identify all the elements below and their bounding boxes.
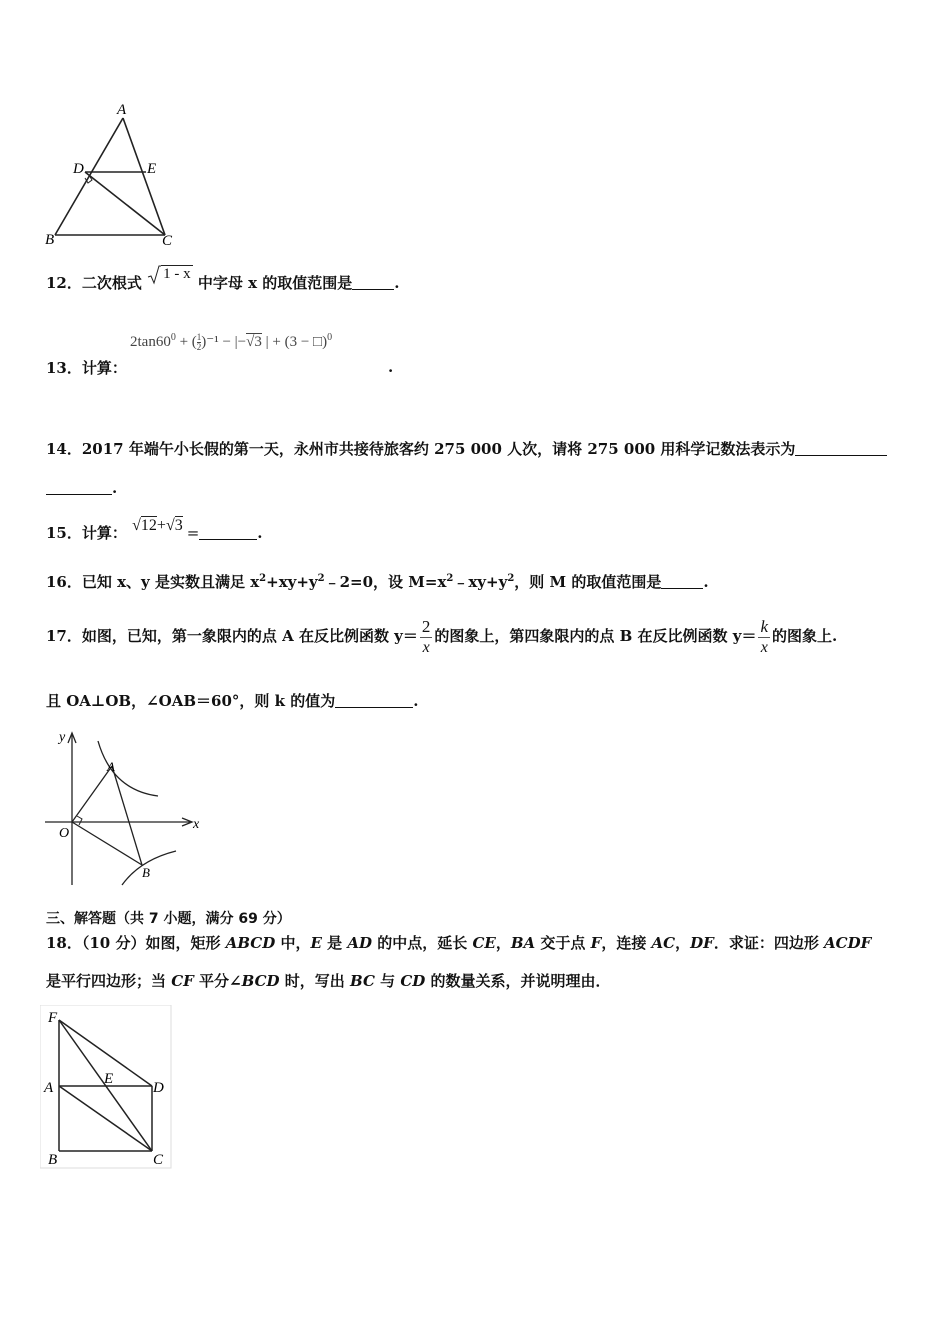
fraction-k-over-x: $\frac{k}{x}$ bbox=[760, 616, 769, 656]
axis-label-x: x bbox=[193, 817, 200, 832]
fraction-2-over-x: $\frac{2}{x}$ bbox=[421, 616, 431, 656]
question-16: 16．已知 x、y 是实数且满足 $x^2+xy+y^2﹣2=0$，设 $M=x^2﹣xy+y^2$，则 M 的取值范围是 . bbox=[46, 573, 709, 591]
label-d: D bbox=[73, 161, 84, 177]
q13-expression: $2\tan 60^0$ + ( $\frac{1}{2}$ )⁻¹ − |−√3 | + (3 − □)$^0$ bbox=[130, 332, 333, 353]
label-d: D bbox=[153, 1080, 164, 1096]
answer-blank-14b bbox=[46, 480, 112, 495]
label-c: C bbox=[162, 233, 173, 249]
figure-rectangle-abcd bbox=[40, 1005, 175, 1170]
label-o: O bbox=[59, 826, 70, 841]
answer-blank-15 bbox=[199, 525, 257, 540]
answer-blank-16 bbox=[661, 574, 703, 589]
question-18-line2: 是平行四边形；当 CF 平分∠BCD 时，写出 BC 与 CD 的数量关系，并说明理由． bbox=[46, 972, 611, 990]
question-15: 15．计算： √12+√3 = . bbox=[46, 517, 263, 542]
answer-blank-12 bbox=[352, 275, 394, 290]
label-f: F bbox=[48, 1010, 58, 1026]
question-13: 13．计算： bbox=[46, 359, 127, 377]
label-a: A bbox=[117, 102, 127, 118]
figure-triangle-abc bbox=[40, 98, 190, 250]
question-12: 12．二次根式 1 - x 中字母 x 的取值范围是 . bbox=[46, 266, 400, 292]
question-18: 18．（10 分）如图，矩形 ABCD 中，E 是 AD 的中点，延长 CE，BA 交于点 F，连接 AC，DF．求证：四边形 ACDF bbox=[46, 934, 872, 952]
label-b: B bbox=[142, 865, 150, 880]
question-14-cont: . bbox=[46, 478, 117, 498]
label-c: C bbox=[153, 1152, 164, 1168]
figure-coordinate-plane bbox=[40, 725, 210, 890]
question-14: 14．2017 年端午小长假的第一天，永州市共接待旅客约 275 000 人次，请将 275 000 用科学记数法表示为 bbox=[46, 439, 887, 459]
q13-end: . bbox=[388, 358, 394, 376]
answer-blank-17 bbox=[335, 693, 413, 708]
label-b: B bbox=[48, 1152, 58, 1168]
label-a: A bbox=[107, 759, 115, 774]
answer-blank-14a bbox=[795, 441, 887, 456]
label-e: E bbox=[104, 1071, 114, 1087]
question-17-line2: 且 OA⊥OB，∠OAB＝60°，则 k 的值为 . bbox=[46, 692, 419, 710]
axis-label-y: y bbox=[59, 730, 66, 745]
label-a: A bbox=[44, 1080, 54, 1096]
label-e: E bbox=[147, 161, 157, 177]
section-heading-3: 三、解答题（共 7 小题，满分 69 分） bbox=[46, 911, 291, 927]
label-b: B bbox=[45, 232, 55, 248]
question-17: 17．如图，已知，第一象限内的点 A 在反比例函数 y＝ $\frac{2}{x}$ 的图象上，第四象限内的点 B 在反比例函数 y＝ $\frac{k}{x}$ 的图象上. bbox=[46, 616, 838, 656]
